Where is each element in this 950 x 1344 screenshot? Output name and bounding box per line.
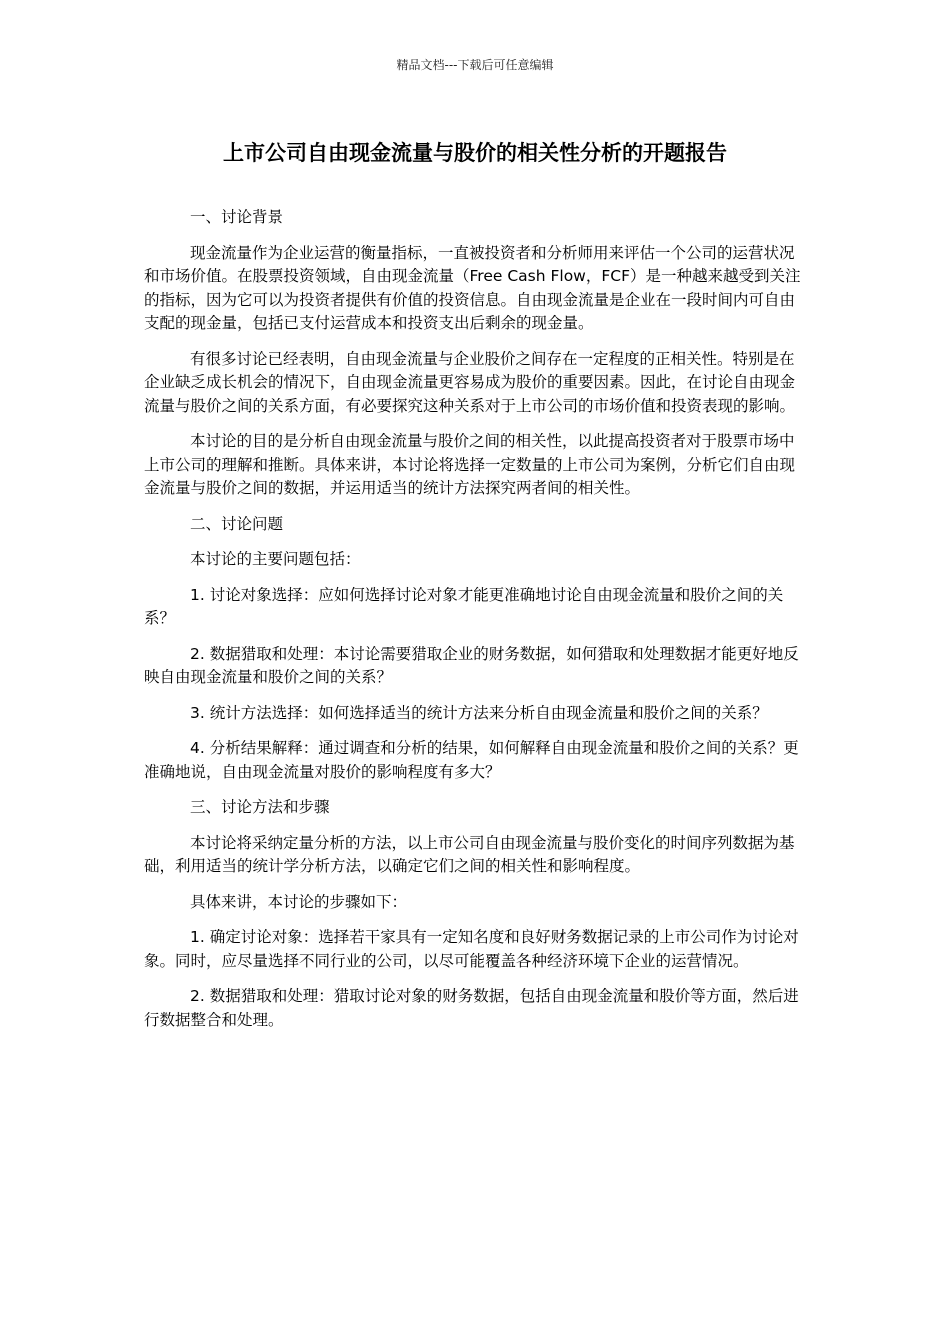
paragraph: 本讨论的主要问题包括：: [190, 550, 361, 568]
section-heading-methods: 三、讨论方法和步骤: [190, 798, 330, 816]
paragraph: 现金流量作为企业运营的衡量指标，一直被投资者和分析师用来评估一个公司的运营状况和市场价值。在股票投资领域，自由现金流量（Free Cash Flow，FCF）是一种越来越受到关注的指标，因为它可以为投资者提供有价值的投资信息。自由现金流量是企业在一段时间内可自由支配的现金量，包括已支付运营成本和投资支出后剩余的现金量。: [144, 243, 801, 332]
list-item: 2. 数据猎取和处理：猎取讨论对象的财务数据，包括自由现金流量和股价等方面，然后进行数据整合和处理。: [144, 987, 799, 1029]
section-heading-questions: 二、讨论问题: [190, 514, 284, 533]
list-item: 3. 统计方法选择：如何选择适当的统计方法来分析自由现金流量和股价之间的关系？: [190, 703, 768, 722]
paragraph: 具体来讲，本讨论的步骤如下：: [190, 892, 408, 911]
paragraph: 本讨论将采纳定量分析的方法，以上市公司自由现金流量与股价变化的时间序列数据为基础，利用适当的统计学分析方法，以确定它们之间的相关性和影响程度。: [144, 833, 795, 875]
section-heading-background: 一、讨论背景: [190, 208, 284, 226]
document-title: 上市公司自由现金流量与股价的相关性分析的开题报告: [223, 141, 727, 165]
list-item: 2. 数据猎取和处理：本讨论需要猎取企业的财务数据，如何猎取和处理数据才能更好地反映自由现金流量和股价之间的关系？: [144, 644, 799, 686]
list-item: 1. 确定讨论对象：选择若干家具有一定知名度和良好财务数据记录的上市公司作为讨论对象。同时，应尽量选择不同行业的公司，以尽可能覆盖各种经济环境下企业的运营情况。: [144, 928, 799, 970]
document-body: [144, 206, 808, 1044]
paragraph: 本讨论的目的是分析自由现金流量与股价之间的相关性，以此提高投资者对于股票市场中上市公司的理解和推断。具体来讲，本讨论将选择一定数量的上市公司为案例，分析它们自由现金流量与股价之间的数据，并运用适当的统计方法探究两者间的相关性。: [144, 432, 796, 497]
header-note: 精品文档---下载后可任意编辑: [396, 58, 554, 72]
list-item: 1. 讨论对象选择：应如何选择讨论对象才能更准确地讨论自由现金流量和股价之间的关系？: [144, 585, 784, 627]
paragraph: 有很多讨论已经表明，自由现金流量与企业股价之间存在一定程度的正相关性。特别是在企业缺乏成长机会的情况下，自由现金流量更容易成为股价的重要因素。因此，在讨论自由现金流量与股价之间的关系方面，有必要探究这种关系对于上市公司的市场价值和投资表现的影响。: [144, 349, 796, 415]
list-item: 4. 分析结果解释：通过调查和分析的结果，如何解释自由现金流量和股价之间的关系？更准确地说，自由现金流量对股价的影响程度有多大？: [144, 739, 799, 781]
